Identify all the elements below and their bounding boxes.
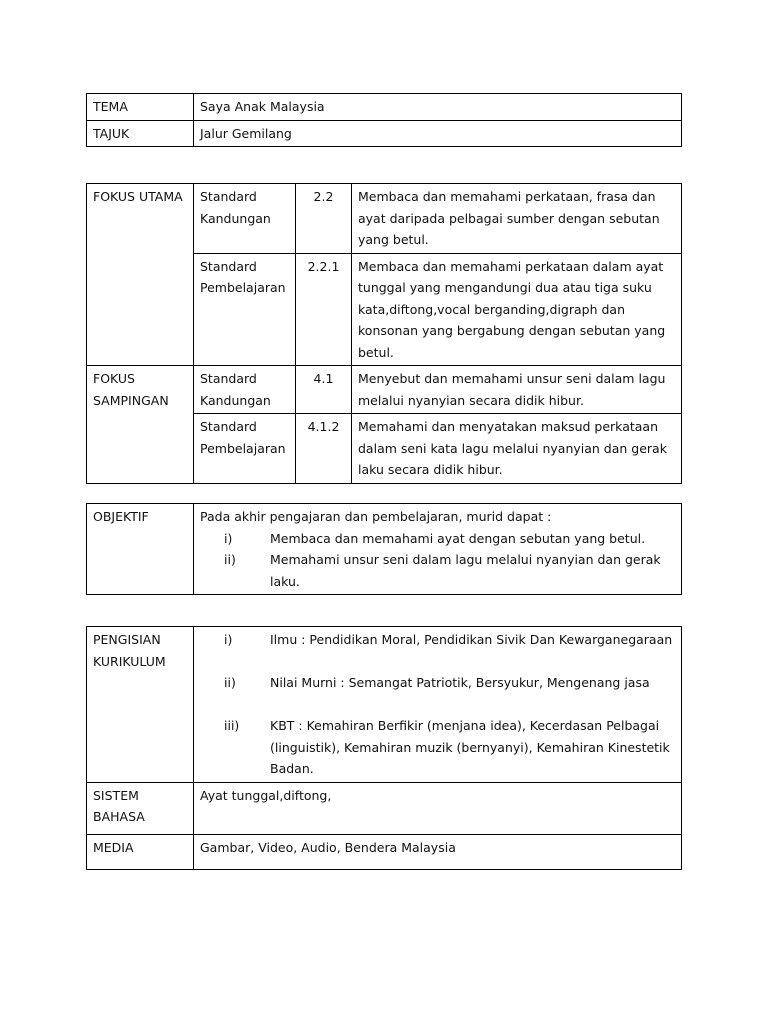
media-label: MEDIA bbox=[87, 834, 194, 869]
standard-code: 4.1 bbox=[296, 366, 352, 414]
table-row bbox=[87, 184, 682, 254]
sistem-bahasa-row bbox=[87, 782, 682, 834]
list-item bbox=[200, 672, 675, 694]
media-value: Gambar, Video, Audio, Bendera Malaysia bbox=[194, 834, 682, 869]
objektif-table bbox=[86, 503, 682, 595]
standard-type: Standard Pembelajaran bbox=[194, 414, 296, 484]
sistem-bahasa-value: Ayat tunggal,diftong, bbox=[194, 782, 682, 834]
list-item-text: Memahami unsur seni dalam lagu melalui nyanyian dan gerak laku. bbox=[270, 552, 661, 589]
list-item-number: ii) bbox=[224, 675, 236, 690]
list-item-text: Ilmu : Pendidikan Moral, Pendidikan Sivik Dan Kewarganegaraan bbox=[270, 632, 673, 647]
list-item bbox=[200, 715, 675, 780]
fokus-sampingan-label: FOKUS SAMPINGAN bbox=[87, 366, 194, 484]
list-item-text: Membaca dan memahami ayat dengan sebutan yang betul. bbox=[270, 530, 646, 546]
standard-type: Standard Kandungan bbox=[194, 366, 296, 414]
objektif-label: OBJEKTIF bbox=[87, 504, 194, 595]
pengisian-content bbox=[194, 627, 682, 783]
standard-desc: Membaca dan memahami perkataan dalam ayat tunggal yang mengandungi dua atau tiga suku kata,diftong,vocal berganding,digraph dan konsonan yang bergabung dengan sebutan yang betul. bbox=[352, 253, 682, 366]
list-item bbox=[200, 549, 675, 592]
list-item-text: KBT : Kemahiran Berfikir (menjana idea), Kecerdasan Pelbagai (linguistik), Kemahiran muzik (bernyanyi), Kemahiran Kinestetik Badan. bbox=[270, 718, 670, 776]
list-item bbox=[200, 629, 675, 651]
focus-table bbox=[86, 183, 682, 484]
objektif-intro: Pada akhir pengajaran dan pembelajaran, murid dapat : bbox=[200, 509, 552, 524]
list-item-number: i) bbox=[224, 530, 233, 546]
tajuk-value: Jalur Gemilang bbox=[194, 120, 682, 147]
list-item-text: Nilai Murni : Semangat Patriotik, Bersyukur, Mengenang jasa bbox=[270, 675, 650, 690]
list-item-number: iii) bbox=[224, 718, 240, 733]
objektif-content bbox=[194, 504, 682, 595]
header-table bbox=[86, 93, 682, 147]
standard-code: 2.2 bbox=[296, 184, 352, 254]
standard-desc: Memahami dan menyatakan maksud perkataan dalam seni kata lagu melalui nyanyian dan gerak laku secara didik hibur. bbox=[352, 414, 682, 484]
standard-desc: Menyebut dan memahami unsur seni dalam lagu melalui nyanyian secara didik hibur. bbox=[352, 366, 682, 414]
sistem-bahasa-label: SISTEM BAHASA bbox=[87, 782, 194, 834]
list-item-number: i) bbox=[224, 632, 233, 647]
table-row bbox=[87, 366, 682, 414]
objektif-list bbox=[200, 528, 675, 593]
pengisian-row bbox=[87, 627, 682, 783]
standard-type: Standard Pembelajaran bbox=[194, 253, 296, 366]
kurikulum-table bbox=[86, 626, 682, 870]
tema-row bbox=[87, 94, 682, 121]
tema-label: TEMA bbox=[87, 94, 194, 121]
standard-desc: Membaca dan memahami perkataan, frasa dan ayat daripada pelbagai sumber dengan sebutan yang betul. bbox=[352, 184, 682, 254]
tajuk-row bbox=[87, 120, 682, 147]
list-item bbox=[200, 528, 675, 550]
standard-code: 2.2.1 bbox=[296, 253, 352, 366]
tajuk-label: TAJUK bbox=[87, 120, 194, 147]
objektif-row bbox=[87, 504, 682, 595]
media-row bbox=[87, 834, 682, 869]
pengisian-label: PENGISIAN KURIKULUM bbox=[87, 627, 194, 783]
standard-code: 4.1.2 bbox=[296, 414, 352, 484]
standard-type: Standard Kandungan bbox=[194, 184, 296, 254]
list-item-number: ii) bbox=[224, 552, 236, 567]
pengisian-list bbox=[200, 629, 675, 780]
tema-value: Saya Anak Malaysia bbox=[194, 94, 682, 121]
fokus-utama-label: FOKUS UTAMA bbox=[87, 184, 194, 366]
